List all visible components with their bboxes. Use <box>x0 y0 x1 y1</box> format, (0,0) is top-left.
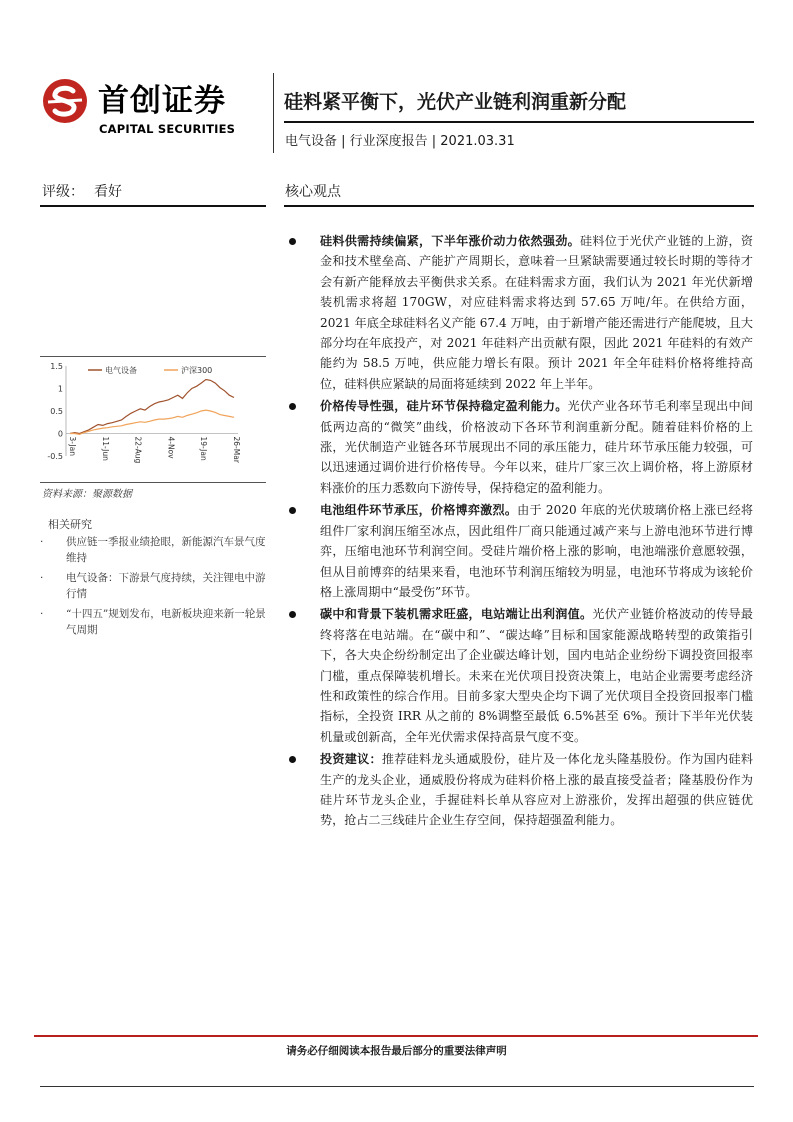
related-research-title: 相关研究 <box>48 518 92 531</box>
legend-label: 电气设备 <box>105 366 137 375</box>
core-view-item <box>289 396 753 498</box>
related-item[interactable]: · “十四五”规划发布，电新板块迎来新一轮景气周期 <box>40 608 266 636</box>
x-tick-label: 19-Jan <box>199 436 209 461</box>
rating-label: 评级： <box>42 184 84 200</box>
core-views-list <box>289 231 753 833</box>
core-view-text: 光伏产业链价格波动的传导最终将落在电站端。在“碳中和”、“碳达峰”目标和国家能源战略转型的政策指引下，各大央企纷纷制定出了企业碳达峰计划，国内电站企业纷纷下调投资回报率门槛，重点保障装机增长。未来在光伏项目投资决策上，电站企业需要考虑经济性和政策性的综合作用。目前多家大型央企均下调了光伏项目全投资回报率门槛指标，全投资 IRR 从之前的 8%调整至最低 6.5%甚至 6%。预计下半年光伏装机量或创新高，全年光伏需求保持高景气度不变。 <box>320 607 753 744</box>
legal-disclaimer[interactable]: 请务必仔细阅读本报告最后部分的重要法律声明 <box>286 1045 507 1057</box>
core-view-lead: 投资建议： <box>320 752 382 767</box>
core-views-title: 核心观点 <box>285 184 341 200</box>
footer-rule <box>34 1035 758 1037</box>
core-view-lead: 硅料供需持续偏紧，下半年涨价动力依然强劲。 <box>320 234 580 248</box>
series-line <box>70 380 234 434</box>
legend-label: 沪深300 <box>181 366 213 375</box>
header-divider <box>273 73 274 153</box>
related-item[interactable]: · 电气设备：下游景气度持续，关注锂电中游行情 <box>40 572 266 600</box>
y-tick-label: 0.5 <box>50 407 63 416</box>
series-line <box>70 410 234 434</box>
x-tick-label: 4-Nov <box>166 436 176 459</box>
chart-bottom-rule <box>40 482 266 483</box>
rating-value: 看好 <box>94 184 122 200</box>
x-tick-label: 26-Mar <box>232 436 241 463</box>
core-view-item <box>289 604 753 747</box>
report-subtitle: 电气设备 | 行业深度报告 | 2021.03.31 <box>285 134 515 149</box>
bullet-icon <box>289 238 296 245</box>
capital-securities-logo <box>42 78 88 124</box>
core-view-text: 硅料位于光伏产业链的上游，资金和技术壁垒高、产能扩产周期长，意味着一旦紧缺需要通过较长时期的等待才会有新产能释放去平衡供求关系。在硅料需求方面，我们认为 2021 年光伏新增装机需求将超 170GW，对应硅料需求将达到 57.65 万吨/年。在供给方面，2021 年底全球硅料名义产能 67.4 万吨，由于新增产能还需进行产能爬坡，且大部分均在年底投产，对 2021 年硅料产出贡献有限，因此 2021 年硅料的有效产能约为 58.5 万吨，供应能力增长有限。预计 2021 年全年硅料价格将维持高位，硅料供应紧缺的局面将延续到 2022 年上半年。 <box>320 234 753 391</box>
bullet-icon: · <box>40 536 44 548</box>
core-view-text: 由于 2020 年底的光伏玻璃价格上涨已经将组件厂家利润压缩至冰点，因此组件厂商只能通过减产来与上游电池环节进行博弈，压缩电池环节利润空间。受硅片端价格上涨的影响，电池端涨价意愿较强，但从目前博弈的结果来看，电池环节利润压缩较为明显，电池环节将成为该轮价格上涨周期中“最受伤”环节。 <box>320 503 753 599</box>
title-rule <box>284 121 754 123</box>
y-tick-label: 0 <box>57 429 63 439</box>
left-rule <box>40 205 266 207</box>
y-tick-label: -0.5 <box>47 452 63 461</box>
performance-chart <box>38 356 264 482</box>
related-item[interactable]: · 供应链一季报业绩抢眼，新能源汽车景气度维持 <box>40 536 266 564</box>
bullet-icon <box>289 403 296 410</box>
core-view-text: 光伏产业各环节毛利率呈现出中间低两边高的“微笑”曲线，价格波动下各环节利润重新分配。随着硅料价格的上涨，光伏制造产业链各环节展现出不同的承压能力，硅片环节承压能力较强，可以迅速通过调价进行价格传导。今年以来，硅片厂家三次上调价格，将上游原材料涨价的压力悉数向下游传导，保持稳定的盈利能力。 <box>320 399 753 495</box>
y-tick-label: 1.5 <box>50 362 63 371</box>
bullet-icon: · <box>40 572 44 584</box>
bullet-icon <box>289 756 296 763</box>
rating <box>42 181 122 201</box>
bullet-icon: · <box>40 608 44 620</box>
x-tick-label: 22-Aug <box>133 436 143 464</box>
x-tick-label: 11-Jun <box>100 436 110 461</box>
core-view-lead: 电池组件环节承压，价格博弈激烈。 <box>320 503 518 518</box>
core-view-item <box>289 749 753 831</box>
core-view-item <box>289 231 753 394</box>
core-view-item <box>289 500 753 602</box>
bullet-icon <box>289 611 296 618</box>
y-tick-label: 1 <box>57 384 63 394</box>
bullet-icon <box>289 507 296 514</box>
x-tick-label: 3-Jan <box>68 436 77 456</box>
bottom-rule <box>40 1086 754 1087</box>
right-rule <box>284 205 754 207</box>
core-view-lead: 碳中和背景下装机需求旺盛，电站端让出利润值。 <box>320 607 593 622</box>
related-research-list <box>38 534 266 642</box>
core-view-lead: 价格传导性强，硅片环节保持稳定盈利能力。 <box>320 399 568 414</box>
chart-source: 资料来源：聚源数据 <box>42 489 132 500</box>
brand-name-cn: 首创证券 <box>98 83 226 119</box>
report-title: 硅料紧平衡下，光伏产业链利润重新分配 <box>284 91 627 113</box>
brand-name-en: CAPITAL SECURITIES <box>99 122 236 136</box>
core-view-text: 推荐硅料龙头通威股份，硅片及一体化龙头隆基股份。作为国内硅料生产的龙头企业，通威股份将成为硅料价格上涨的最直接受益者；隆基股份作为硅片环节龙头企业，手握硅料长单从容应对上游涨价，发挥出超强的供应链优势，抢占二三线硅片企业生存空间，保持超强盈利能力。 <box>320 752 753 828</box>
